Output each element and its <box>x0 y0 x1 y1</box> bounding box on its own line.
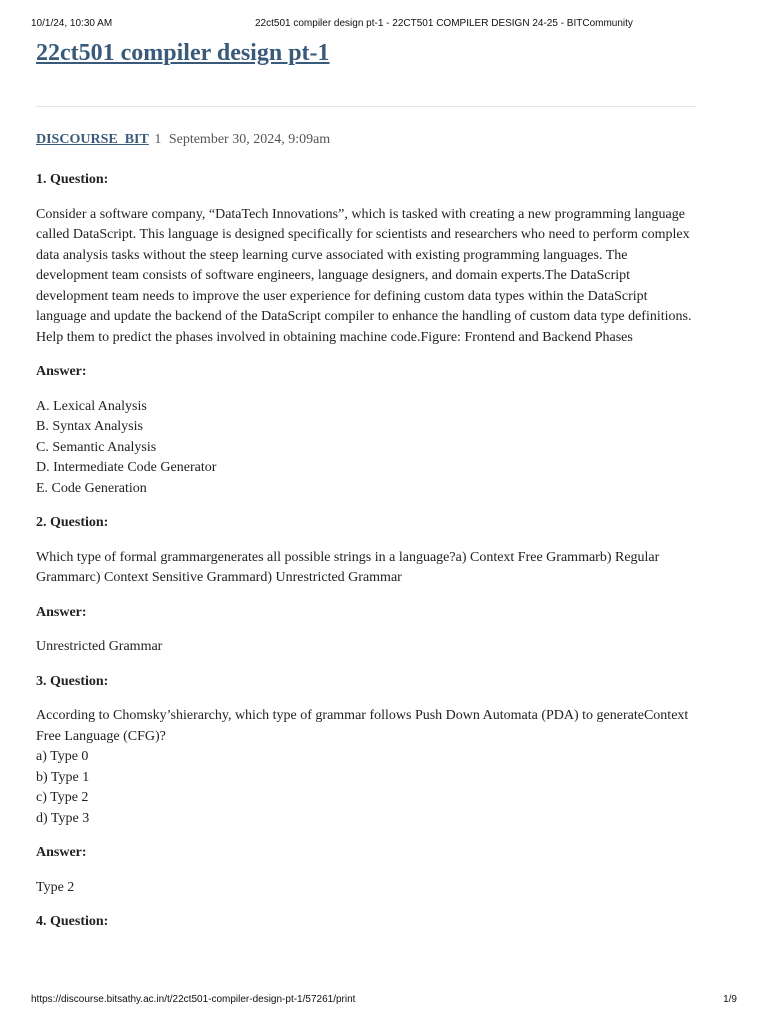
answer-line: E. Code Generation <box>36 480 147 496</box>
post-date: September 30, 2024, 9:09am <box>168 132 331 147</box>
print-header <box>31 18 737 32</box>
answer-heading: Answer: <box>36 845 87 860</box>
print-page-title: 22ct501 compiler design pt-1 - 22CT501 COMPILER DESIGN 24-25 - BITCommunity <box>255 18 633 29</box>
answer-line: A. Lexical Analysis <box>36 398 147 414</box>
answer-line: C. Semantic Analysis <box>36 439 157 455</box>
print-date: 10/1/24, 10:30 AM <box>31 18 113 29</box>
question-text: According to Chomsky’shierarchy, which type of grammar follows Push Down Automata (PDA) to generateContext Free Language (CFG)? <box>36 708 689 744</box>
post-number: 1 <box>154 132 162 147</box>
question-heading: 4. Question: <box>36 914 109 929</box>
answer-line: B. Syntax Analysis <box>36 419 143 434</box>
post-meta <box>36 131 696 149</box>
option-line: a) Type 0 <box>36 749 89 764</box>
post-body <box>36 170 696 933</box>
question-text: Consider a software company, “DataTech Innovations”, which is tasked with creating a new programming language called DataScript. This language is designed specifically for scientists and researchers who need to perform complex data analysis tasks without the steep learning curve associated with existing programming languages. The development team consists of software engineers, language designers, and domain experts.The DataScript development team needs to improve the user experience for defining custom data types within the DataScript language and update the backend of the DataScript compiler to enhance the handling of custom data type definitions. Help them to predict the phases involved in obtaining machine code.Figure: Frontend and Backend Phases <box>36 206 692 345</box>
topic-title-link[interactable]: 22ct501 compiler design pt-1 <box>36 40 330 66</box>
answer-list <box>36 397 696 500</box>
answer-text: Unrestricted Grammar <box>36 639 163 654</box>
author-link[interactable]: DISCOURSE_BIT <box>36 132 149 147</box>
print-footer <box>31 994 737 1008</box>
topic-content <box>36 36 696 947</box>
question-heading: 1. Question: <box>36 172 109 187</box>
answer-heading: Answer: <box>36 604 87 620</box>
question-block <box>36 706 696 829</box>
print-url: https://discourse.bitsathy.ac.in/t/22ct501-compiler-design-pt-1/57261/print <box>31 994 356 1005</box>
question-heading: 3. Question: <box>36 673 109 689</box>
title-divider <box>36 106 696 107</box>
option-line: b) Type 1 <box>36 769 90 785</box>
answer-heading: Answer: <box>36 364 87 379</box>
answer-text: Type 2 <box>36 879 75 895</box>
answer-line: D. Intermediate Code Generator <box>36 460 217 475</box>
page-number: 1/9 <box>723 994 737 1005</box>
option-line: d) Type 3 <box>36 810 90 826</box>
question-heading: 2. Question: <box>36 515 109 530</box>
option-line: c) Type 2 <box>36 790 89 805</box>
question-text: Which type of formal grammargenerates all possible strings in a language?a) Context Free Grammarb) Regular Grammarc) Context Sensitive Grammard) Unrestricted Grammar <box>36 549 660 585</box>
